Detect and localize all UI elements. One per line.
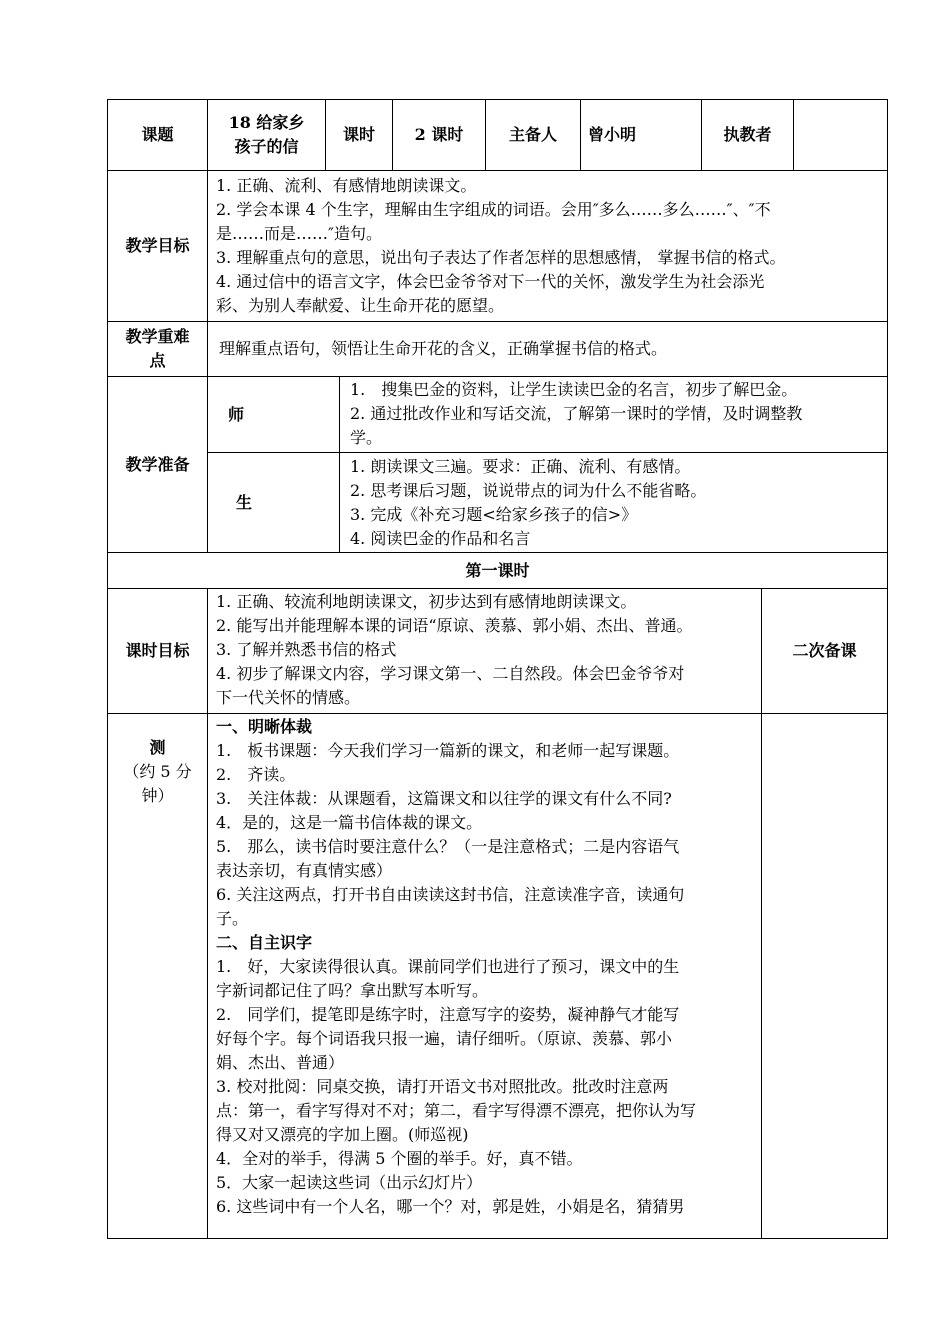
- preparation-teacher-label: 师: [207, 376, 340, 453]
- preparer-label: 主备人: [485, 99, 581, 171]
- student-prep-line: 1. 朗读课文三遍。要求：正确、流利、有感情。: [350, 457, 691, 476]
- student-prep-line: 2. 思考课后习题，说说带点的词为什么不能省略。: [350, 481, 707, 500]
- period-value: 2 课时: [392, 99, 486, 171]
- content-line: 4．全对的举手，得满 5 个圈的举手。好，真不错。: [216, 1149, 583, 1168]
- goal-line: 2. 学会本课 4 个生字，理解由生字组成的词语。会用″多么……多么……″、″不: [216, 200, 771, 219]
- test-sub-line: 钟）: [141, 786, 174, 805]
- content-line: 3. 校对批阅：同桌交换，请打开语文书对照批改。批改时注意两: [216, 1077, 669, 1096]
- content-line: 娟、杰出、普通）: [216, 1053, 345, 1072]
- preparer-value: 曾小明: [580, 99, 702, 171]
- preparation-teacher-content: [339, 376, 888, 453]
- period-goal-line: 3. 了解并熟悉书信的格式: [216, 640, 397, 659]
- key-points-text: 理解重点语句，领悟让生命开花的含义，正确掌握书信的格式。: [207, 321, 888, 377]
- goal-line: 是……而是……″造句。: [216, 224, 382, 243]
- second-prep-label: 二次备课: [761, 588, 888, 714]
- teacher-prep-line: 2. 通过批改作业和写话交流，了解第一课时的学情，及时调整教: [350, 404, 803, 423]
- second-prep-notes: [761, 713, 888, 1239]
- goal-line: 彩、为别人奉献爱、让生命开花的愿望。: [216, 296, 505, 315]
- key-points-label-line: 教学重难: [125, 327, 190, 346]
- first-period-title: 第一课时: [107, 552, 888, 589]
- student-prep-line: 3. 完成《补充习题<给家乡孩子的信>》: [350, 505, 638, 524]
- content-line: 2. 齐读。: [216, 765, 296, 784]
- content-line: 子。: [216, 909, 249, 928]
- lesson-content: [207, 713, 762, 1239]
- topic-value-line: 孩子的信: [234, 137, 299, 156]
- content-line: 表达亲切，有真情实感）: [216, 861, 393, 880]
- content-line: 4．是的，这是一篇书信体裁的课文。: [216, 813, 483, 832]
- period-goal-line: 下一代关怀的情感。: [216, 688, 361, 707]
- goals-label: 教学目标: [107, 170, 208, 322]
- content-line: 1. 好，大家读得很认真。课前同学们也进行了预习，课文中的生: [216, 957, 680, 976]
- content-line: 5．大家一起读这些词（出示幻灯片）: [216, 1173, 483, 1192]
- test-label-cell: [107, 713, 208, 1239]
- section-heading: 一、明晰体裁: [216, 717, 313, 736]
- content-line: 6. 关注这两点，打开书自由读读这封书信，注意读准字音，读通句: [216, 885, 685, 904]
- content-line: 2. 同学们，提笔即是练字时，注意写字的姿势，凝神静气才能写: [216, 1005, 680, 1024]
- goal-line: 1. 正确、流利、有感情地朗读课文。: [216, 176, 477, 195]
- content-line: 5. 那么，读书信时要注意什么？（一是注意格式；二是内容语气: [216, 837, 680, 856]
- key-points-label: [107, 321, 208, 377]
- teacher-prep-line: 学。: [350, 428, 383, 447]
- test-label: 测: [149, 738, 166, 757]
- section-heading: 二、自主识字: [216, 933, 313, 952]
- goal-line: 3. 理解重点句的意思，说出句子表达了作者怎样的思想感情， 掌握书信的格式。: [216, 248, 786, 267]
- preparation-student-label: 生: [207, 452, 340, 553]
- teacher-label: 执教者: [701, 99, 794, 171]
- goals-content: [207, 170, 888, 322]
- topic-label: 课题: [107, 99, 208, 171]
- period-goal-line: 1. 正确、较流利地朗读课文，初步达到有感情地朗读课文。: [216, 592, 637, 611]
- content-line: 3. 关注体裁：从课题看，这篇课文和以往学的课文有什么不同?: [216, 789, 672, 808]
- teacher-value: [793, 99, 888, 171]
- goal-line: 4. 通过信中的语言文字，体会巴金爷爷对下一代的关怀，激发学生为社会添光: [216, 272, 765, 291]
- topic-value-line: 18 给家乡: [228, 113, 305, 132]
- lesson-plan-table: [107, 99, 888, 1239]
- period-goals-content: [207, 588, 762, 714]
- key-points-label-line: 点: [149, 351, 166, 370]
- content-line: 字新词都记住了吗？拿出默写本听写。: [216, 981, 489, 1000]
- teacher-prep-line: 1. 搜集巴金的资料，让学生读读巴金的名言，初步了解巴金。: [350, 380, 798, 399]
- student-prep-line: 4. 阅读巴金的作品和名言: [350, 529, 531, 548]
- period-goal-line: 4. 初步了解课文内容，学习课文第一、二自然段。体会巴金爷爷对: [216, 664, 685, 683]
- preparation-student-content: [339, 452, 888, 553]
- period-goals-label: 课时目标: [107, 588, 208, 714]
- content-line: 6. 这些词中有一个人名，哪一个？对，郭是姓，小娟是名，猜猜男: [216, 1197, 685, 1216]
- topic-value: [207, 99, 326, 171]
- test-sub-line: （约 5 分: [123, 762, 192, 781]
- period-goal-line: 2. 能写出并能理解本课的词语“原谅、羡慕、郭小娟、杰出、普通。: [216, 616, 693, 635]
- content-line: 好每个字。每个词语我只报一遍，请仔细听。（原谅、羡慕、郭小: [216, 1029, 673, 1048]
- content-line: 得又对又漂亮的字加上圈。(师巡视): [216, 1125, 469, 1144]
- content-line: 1. 板书课题：今天我们学习一篇新的课文，和老师一起写课题。: [216, 741, 680, 760]
- content-line: 点：第一，看字写得对不对；第二，看字写得漂不漂亮，把你认为写: [216, 1101, 697, 1120]
- preparation-label: 教学准备: [107, 376, 208, 553]
- period-label: 课时: [325, 99, 393, 171]
